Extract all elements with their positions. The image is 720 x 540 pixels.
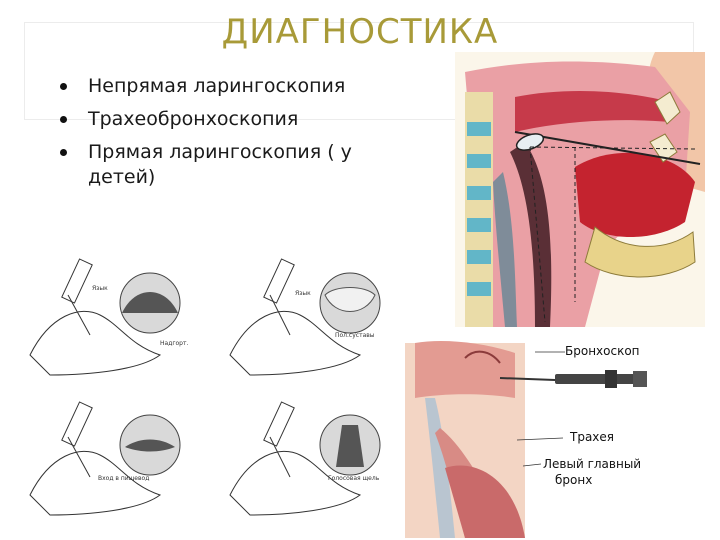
label-tl-bottom: Надгорт. [160,340,189,347]
bullet-text: Прямая ларингоскопия ( у детей) [88,141,352,188]
head-neck-sagittal-illustration [455,52,705,327]
bullet-dot-icon [60,116,67,123]
bullet-item [60,140,360,190]
label-left-bronchus-1: Левый главный [543,457,642,471]
bullet-item [60,74,360,99]
slide-title: ДИАГНОСТИКА [221,12,499,52]
bronchoscopy-illustration [405,338,705,538]
bullet-text: Непрямая ларингоскопия [88,75,346,97]
label-left-bronchus-2: бронх [555,473,593,487]
label-bronchoscope: Бронхоскоп [565,344,640,358]
label-tr-top: Язык [295,290,311,297]
bullet-list [60,74,360,198]
bullet-text: Трахеобронхоскопия [88,108,299,130]
label-bl: Вход в пищевод [98,475,150,482]
label-trachea: Трахея [570,430,615,444]
bullet-dot-icon [60,149,67,156]
label-br: Голосовая щель [328,475,380,482]
laryngoscopy-line-drawings [10,255,390,535]
label-tl-top: Язык [92,285,108,292]
bullet-item [60,107,360,132]
label-tr-bottom: Пол.суставы [335,332,375,339]
bullet-dot-icon [60,83,67,90]
